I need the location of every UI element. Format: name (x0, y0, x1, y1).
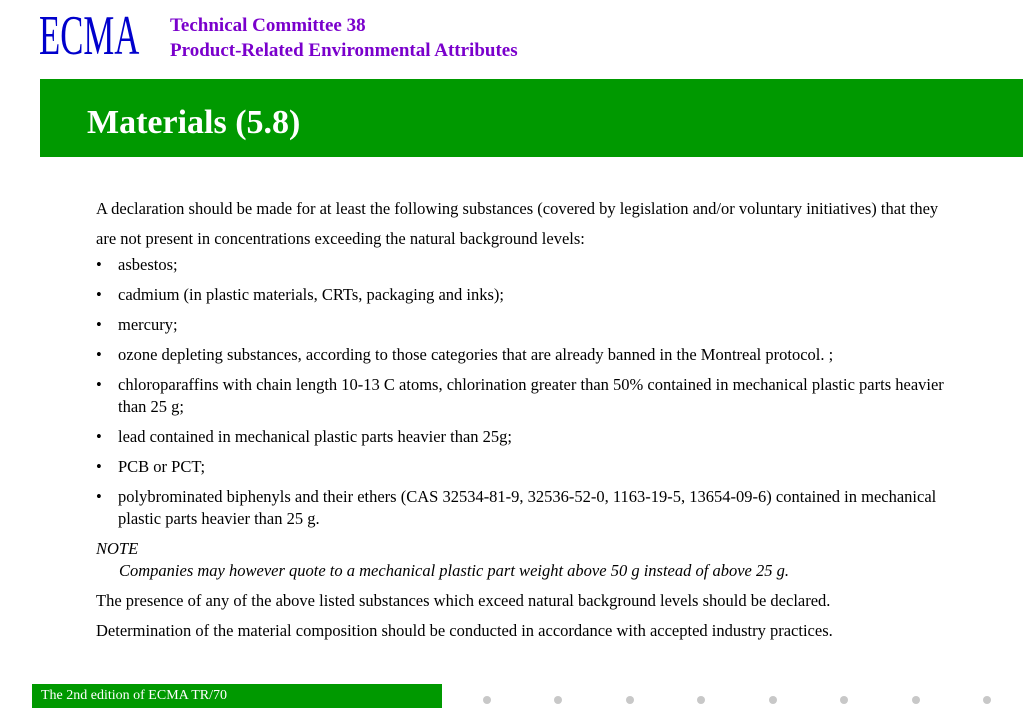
bullet-icon: • (96, 375, 102, 394)
list-item (96, 486, 956, 530)
list-item-text: PCB or PCT; (118, 457, 206, 476)
slide-content (96, 194, 956, 650)
note-label: NOTE (96, 539, 139, 558)
bullet-icon: • (96, 487, 102, 506)
closing-paragraph-1: The presence of any of the above listed substances which exceed natural background levels should be declared. (96, 591, 831, 610)
bullet-icon: • (96, 315, 102, 334)
bullet-icon: • (96, 345, 102, 364)
nav-dot-icon (840, 696, 848, 704)
closing-paragraph-2: Determination of the material composition should be conducted in accordance with accepted industry practices. (96, 621, 833, 640)
bullet-icon: • (96, 457, 102, 476)
nav-dot-icon (626, 696, 634, 704)
committee-line-2: Product-Related Environmental Attributes (170, 40, 518, 61)
nav-dot-icon (983, 696, 991, 704)
list-item (96, 426, 956, 448)
committee-line-1: Technical Committee 38 (170, 15, 366, 36)
bullet-icon: • (96, 255, 102, 274)
list-item (96, 314, 956, 336)
nav-dot-icon (697, 696, 705, 704)
list-item-text: ozone depleting substances, according to those categories that are already banned in the Montreal protocol. ; (118, 345, 834, 364)
ecma-logo: ECMA (39, 5, 140, 67)
note-text: Companies may however quote to a mechanical plastic part weight above 50 g instead of above 25 g. (119, 561, 789, 580)
intro-paragraph: A declaration should be made for at least the following substances (covered by legislation and/or voluntary initiatives) that they are not present in concentrations exceeding the natural background levels: (96, 199, 939, 248)
footer-bar (32, 684, 442, 708)
list-item (96, 254, 956, 276)
bullet-icon: • (96, 285, 102, 304)
list-item-text: cadmium (in plastic materials, CRTs, packaging and inks); (118, 285, 504, 304)
list-item-text: chloroparaffins with chain length 10-13 C atoms, chlorination greater than 50% contained in mechanical plastic parts heavier than 25 g; (118, 375, 944, 416)
substance-list (96, 254, 956, 530)
list-item (96, 344, 956, 366)
slide-title: Materials (5.8) (87, 104, 301, 141)
list-item-text: polybrominated biphenyls and their ethers (CAS 32534-81-9, 32536-52-0, 1163-19-5, 13654-09-6) contained in mechanical plastic parts heavier than 25 g. (118, 487, 937, 528)
list-item-text: lead contained in mechanical plastic parts heavier than 25g; (118, 427, 513, 446)
footer-text: The 2nd edition of ECMA TR/70 (41, 688, 228, 703)
list-item (96, 374, 956, 418)
nav-dot-icon (483, 696, 491, 704)
committee-heading (170, 13, 518, 63)
list-item (96, 284, 956, 306)
list-item-text: mercury; (118, 315, 178, 334)
nav-dot-icon (912, 696, 920, 704)
list-item-text: asbestos; (118, 255, 178, 274)
title-banner (40, 79, 1023, 157)
list-item (96, 456, 956, 478)
bullet-icon: • (96, 427, 102, 446)
nav-dot-icon (554, 696, 562, 704)
nav-dot-icon (769, 696, 777, 704)
